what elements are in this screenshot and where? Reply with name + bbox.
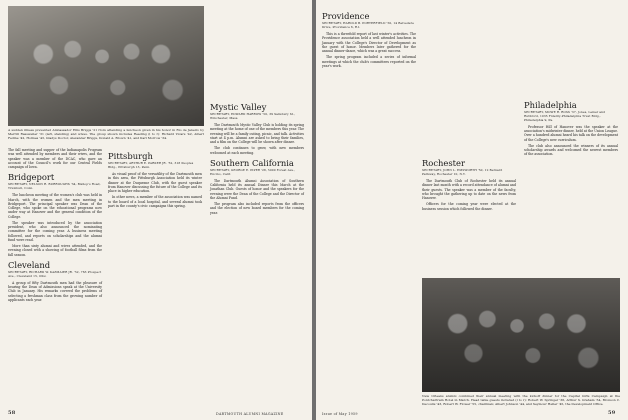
philadelphia-heading: Philadelphia [524,100,577,110]
philadelphia-paragraph: The club also announced the winners of its annual scholarship awards and welcomed the newest members of the association. [524,143,618,157]
mystic-valley-paragraph: The club continues to grow, with new members welcomed at each meeting. [210,146,304,155]
providence-heading: Providence [322,11,370,21]
pittsburgh-paragraph: As visual proof of the versatility of the Dartmouth men in this area, the Pittsburgh Association held its winter dinner at the Duquesne Club, with the guest speaker from Hanover discussing the future of the College and its place in higher education. [108,172,202,194]
bridgeport-heading: Bridgeport [8,172,55,183]
right-page [316,0,628,420]
southern-california-paragraph: The Dartmouth Alumni Association of Southern California held its annual Dinner this March at the Jonathan Club. Guests of honor and the speakers for the evening were the Dean of the College and the Director of the Alumni Fund. [210,178,304,200]
left-page-number: 58 [8,410,16,416]
providence-paragraph: This is a threefold report of last winter's activities. The Providence association held a well attended luncheon in January with the College's Director of Development as the guest of honor. Members later gathered for the annual dinner-dance, which was a great success. [322,32,416,54]
southern-california-secretary: SECRETARY, GEORGE E. PIPER '28, 5000 Forest Ave., Encino, Calif. [210,167,296,176]
southern-california-paragraph: The program also included reports from the officers and the election of new board members for the coming year. [210,202,304,215]
left-column-2 [108,148,202,210]
left-page [0,0,312,420]
photo-new-orleans-dinner [422,278,620,392]
rochester-heading: Rochester [422,158,466,168]
intro-paragraph: The fall meeting and supper of the Indianapolis Program was well attended by members and their wives, and the speaker was a member of the DCAC, who gave an account of the Council's work for our Central Fields campaign of Iowa. [8,148,102,169]
photo-rio-luncheon [8,6,204,126]
rochester-paragraph: The Dartmouth Club of Rochester held its annual dinner last month with a record attendance of alumni and their guests. The speaker was a member of the faculty, who brought the gathering up to date on the news from Hanover. [422,179,516,201]
right-column-1 [322,8,416,70]
bridgeport-secretary: SECRETARY, NELSON R. BURROUGHS '34, Bishop's Road, Trumbull, Conn. [8,182,101,191]
mystic-valley-heading: Mystic Valley [210,102,267,112]
southern-california-heading: Southern California [210,157,294,168]
right-column-2 [422,8,516,213]
cleveland-heading: Cleveland [8,259,51,270]
right-folio-issue: Issue of May 1959 [322,412,358,416]
mystic-valley-paragraph: The Dartmouth Mystic Valley Club is holding its spring meeting at the home of one of the members this year. The evening will be a family outing, picnic, and talk. Activities start at 4 p.m. Alumni are asked to bring their families, and a film on the College will be shown after dinner. [210,123,304,145]
left-folio-title: DARTMOUTH ALUMNI MAGAZINE [216,412,284,416]
cleveland-paragraph: A group of fifty Dartmouth men had the pleasure of hearing the Dean of Admissions speak at the University Club in January. His remarks covered the problems of selecting a freshman class from the growing number of applicants each year. [8,280,102,302]
philadelphia-paragraph: Professor Hill of Hanover was the speaker at the association's midwinter dinner, held at the Union League. Over a hundred alumni heard his talk on the development of the College's new curriculum. [524,124,618,142]
bridgeport-paragraph: The luncheon meeting of the women's club was held in March, with the women and the men meeting in Bridgeport. The principal speaker was Dean of the College, who spoke on the educational programs now under way at Hanover and the general condition of the College. [8,193,102,219]
photo-caption-rio: A sudden illness prevented Ambassador Ellis Briggs '21 from attending a luncheon given in his honor in Rio de Janeiro by Merrill Rassweiler '31 (left, standing) and wives. The group shown includes Reading (l to r): Richard Vicars '42, Albert Fedine '42, Holmes '43, Gladys Doctor, Alexander Briggs, Donald A. Brown '41, and Karl Morrow '34. [8,128,204,141]
mystic-valley-secretary: SECRETARY, EDWARD HARROW '50, 39 Salisbury St., Winchester, Mass. [210,112,296,120]
left-column-3 [210,8,304,217]
pittsburgh-paragraph: In other news, a member of the association was named to the board of a local hospital, and several alumni took part in the county's civic campaigns this spring. [108,195,202,208]
rochester-paragraph: Officers for the coming year were elected at the business session which followed the dinner. [422,202,516,211]
right-folio [608,410,616,416]
bridgeport-paragraph: The speaker was introduced by the association president, who also announced the nominating committee for the coming year. A business meeting followed, and reports on scholarships and the alumni fund were read. [8,220,102,242]
left-folio [8,410,16,416]
pittsburgh-secretary: SECRETARY, ARTHUR E. PARKER JR. '52, 318 Peoples Bldg., Pittsburgh 13, Penn. [108,161,194,169]
cleveland-secretary: SECRETARY, RICHARD W. KAZMAIER JR. '52, 763 Prospect Ave., Cleveland 15, Ohio [8,269,102,278]
right-page-number: 59 [608,410,616,416]
pittsburgh-heading: Pittsburgh [108,151,153,161]
photo-caption-new-orleans: New Orleans alumni combined their annual meeting with the kickoff dinner for the Capital Gifts Campaign at the Pontchartrain Hotel in March. Head table guests included (l to r): Robert W. Springer '36, Arthur S. Graham '34, Bronson C. Decoulis '43, Robert W. Flower '55, chairman; Albert Johnson '44, and Seymour Heller '45, the Development Office. [422,394,620,407]
rochester-secretary: SECRETARY, JOHN L. EMSWORTH '50, 12 Bernard Parkway, Rochester 10, N.Y. [422,168,503,176]
providence-secretary: SECRETARY, HAROLD B. PORTERFIELD '50, 14 Belvedere Drive, Providence 6, R.I. [322,21,414,29]
bridgeport-paragraph: More than sixty alumni and wives attended, and the evening closed with a showing of football films from the fall season. [8,244,102,257]
providence-paragraph: The spring program included a series of informal meetings at which the club's committees reported on the year's work. [322,55,416,68]
philadelphia-secretary: SECRETARY, MOWE R. ROSS '37, Jones, Lemer and Ruthford, 1035 Fidelity-Philadelphia Trust Bldg., Philadelphia 9, Pa. [524,110,606,122]
right-column-3 [524,8,618,159]
left-column-1 [8,148,102,304]
